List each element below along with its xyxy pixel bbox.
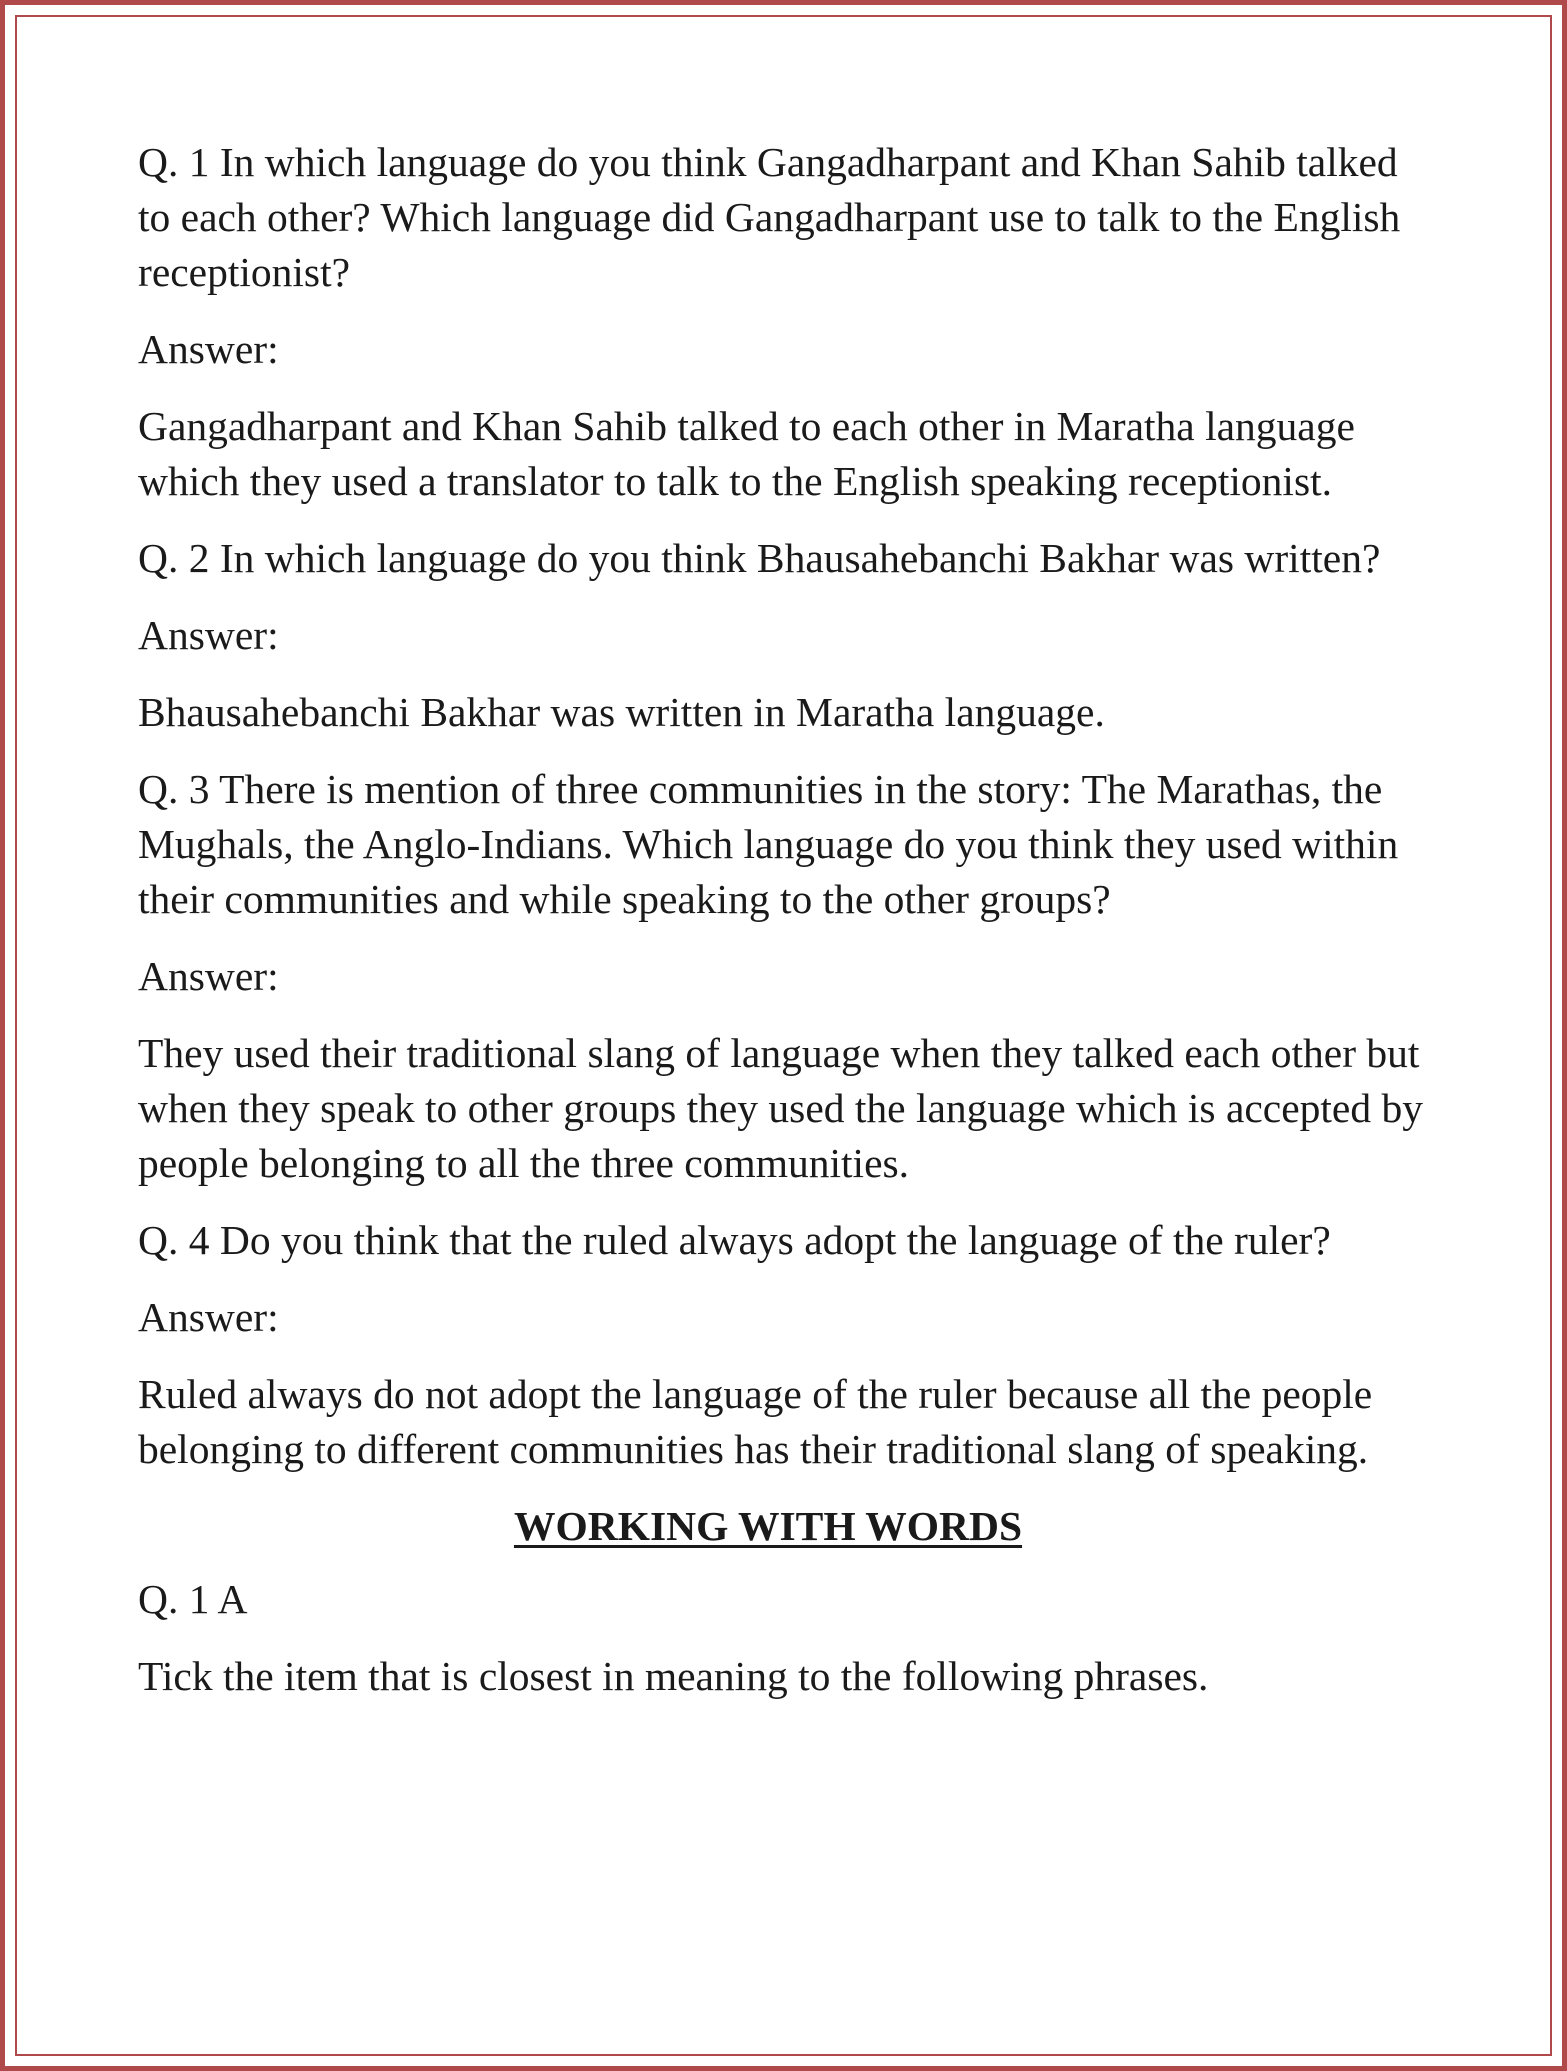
answer-3: They used their traditional slang of language when they talked each other but when they speak to other groups they used the language which is accepted by people belonging to all the three communities.: [138, 1030, 1423, 1186]
answer-2: Bhausahebanchi Bakhar was written in Maratha language.: [138, 689, 1105, 735]
question-1: Q. 1 In which language do you think Gangadharpant and Khan Sahib talked to each other? Which language did Gangadharpant use to talk to the English receptionist?: [138, 139, 1401, 295]
answer-label-3: Answer:: [138, 953, 279, 999]
answer-label-1: Answer:: [138, 326, 279, 372]
question-2: Q. 2 In which language do you think Bhausahebanchi Bakhar was written?: [138, 535, 1381, 581]
section-question: Q. 1 A: [138, 1576, 248, 1622]
answer-label-4: Answer:: [138, 1294, 279, 1340]
question-4: Q. 4 Do you think that the ruled always adopt the language of the ruler?: [138, 1217, 1331, 1263]
question-3: Q. 3 There is mention of three communities in the story: The Marathas, the Mughals, the Anglo-Indians. Which language do you think they used within their communities and while speaking to the other groups?: [138, 766, 1399, 922]
section-heading: WORKING WITH WORDS: [513, 1503, 1023, 1549]
answer-1: Gangadharpant and Khan Sahib talked to each other in Maratha language which they used a translator to talk to the English speaking receptionist.: [138, 403, 1355, 504]
document-content: [138, 135, 1438, 1726]
answer-label-2: Answer:: [138, 612, 279, 658]
answer-4: Ruled always do not adopt the language of the ruler because all the people belonging to different communities has their traditional slang of speaking.: [138, 1371, 1373, 1472]
section-instruction: Tick the item that is closest in meaning to the following phrases.: [138, 1653, 1209, 1699]
